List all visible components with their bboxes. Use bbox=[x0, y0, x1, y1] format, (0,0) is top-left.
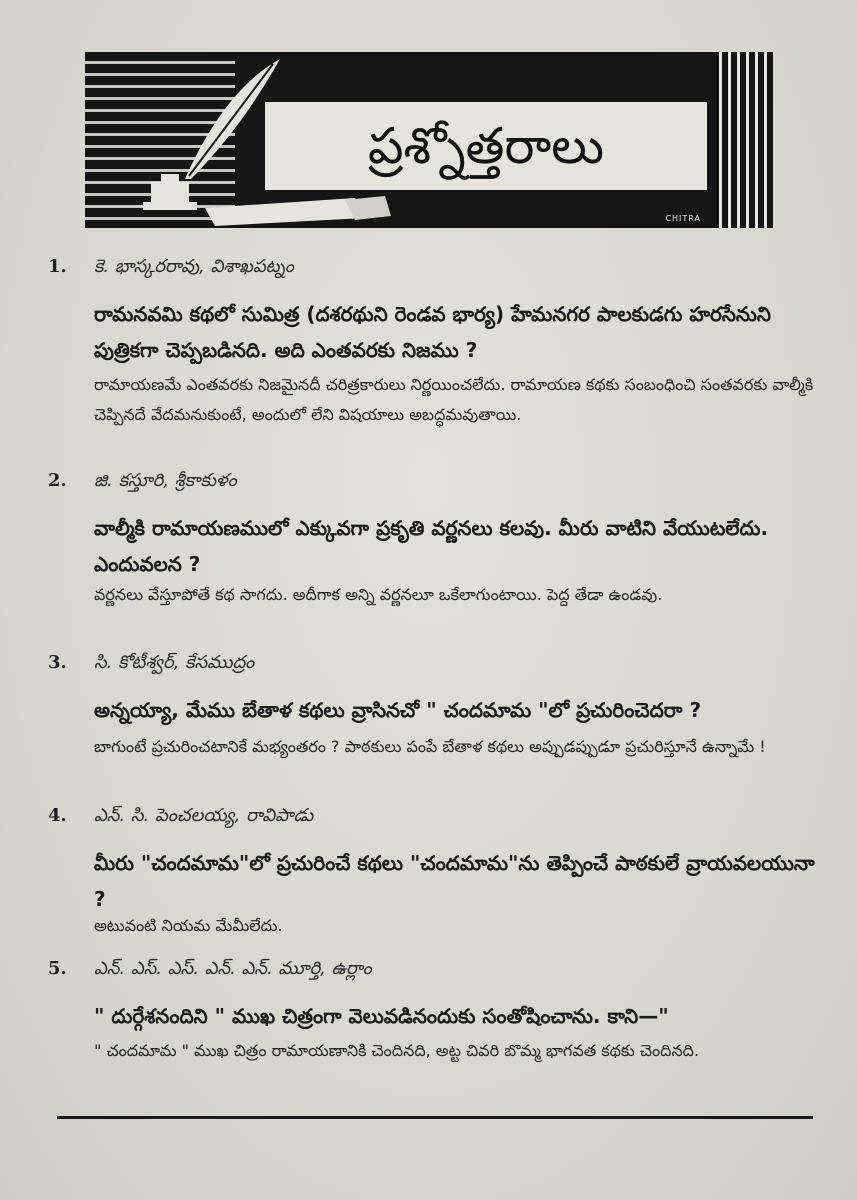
page-title: ప్రశ్నోత్తరాలు bbox=[367, 117, 605, 175]
asker-name: కె. భాస్కరరావు, విశాఖపట్నం bbox=[94, 256, 294, 277]
question-text: అన్నయ్యా, మేము బేతాళ కథలు వ్రాసినచో " చందమామ "లో ప్రచురించెదరా ? bbox=[94, 698, 702, 722]
answer-text: బాగుంటే ప్రచురించటానికే మభ్యంతరం ? పాఠకులు పంపే బేతాళ కథలు అప్పుడప్పుడూ ప్రచురిస్తూనే ఉన్నామే ! bbox=[94, 737, 766, 756]
question-number: 1. bbox=[48, 256, 67, 277]
header-banner bbox=[85, 52, 773, 228]
asker-name: ఎన్. ఎస్. ఎస్. ఎన్. ఎన్. మూర్తి, ఉర్లాం bbox=[94, 958, 372, 979]
asker-name: సి. కోటీశ్వర్, కేసముద్రం bbox=[94, 652, 255, 673]
question-text: వాల్మీకి రామాయణములో ఎక్కువగా ప్రకృతి వర్ణనలు కలవు. మీరు వాటిని వేయుటలేదు. ఎందువలన ? bbox=[94, 516, 769, 576]
title-box bbox=[265, 102, 707, 190]
question-text: మీరు "చందమామ"లో ప్రచురించే కథలు "చందమామ"ను తెప్పించే పాఠకులే వ్రాయవలయునా ? bbox=[94, 851, 815, 911]
bottom-divider bbox=[57, 1116, 813, 1119]
answer-text: " చందమామ " ముఖ చిత్రం రామాయణానికి చెందినది, అట్ట చివరి బొమ్మ భాగవత కథకు చెందినది. bbox=[94, 1041, 700, 1060]
asker-name: జి. కస్తూరి, శ్రీకాకుళం bbox=[94, 470, 237, 491]
letters-stack-icon bbox=[195, 188, 395, 228]
answer-text: అటువంటి నియమ మేమీలేదు. bbox=[94, 916, 283, 935]
question-number: 3. bbox=[48, 652, 67, 673]
question-number: 2. bbox=[48, 470, 67, 491]
artist-credit: CHITRA bbox=[665, 214, 701, 223]
question-text: రామనవమి కథలో సుమిత్ర (దశరథుని రెండవ భార్య) హేమనగర పాలకుడగు హరసేనుని పుత్రికగా చెప్పబడినది. అది ఎంతవరకు నిజము ? bbox=[94, 302, 771, 362]
banner-stripes-right bbox=[713, 52, 773, 228]
asker-name: ఎన్. సి. పెంచలయ్య, రావిపాడు bbox=[94, 805, 314, 826]
question-number: 4. bbox=[48, 805, 67, 826]
answer-text: వర్ణనలు వేస్తూపోతే కథ సాగదు. అదీగాక అన్ని వర్ణనలూ ఒకేలాగుంటాయి. పెద్ద తేడా ఉండవు. bbox=[94, 585, 663, 604]
question-text: " దుర్గేశనందిని " ముఖ చిత్రంగా వెలువడినందుకు సంతోషించాను. కాని—" bbox=[94, 1004, 669, 1028]
answer-text: రామాయణమే ఎంతవరకు నిజమైనదీ చరిత్రకారులు నిర్ణయించలేదు. రామాయణ కథకు సంబంధించి సంతవరకు వాల్మీకి చెప్పినదే వేదమనుకుంటే, అందులో లేని విషయాలు అబద్ధమవుతాయి. bbox=[94, 375, 814, 424]
question-number: 5. bbox=[48, 958, 67, 979]
